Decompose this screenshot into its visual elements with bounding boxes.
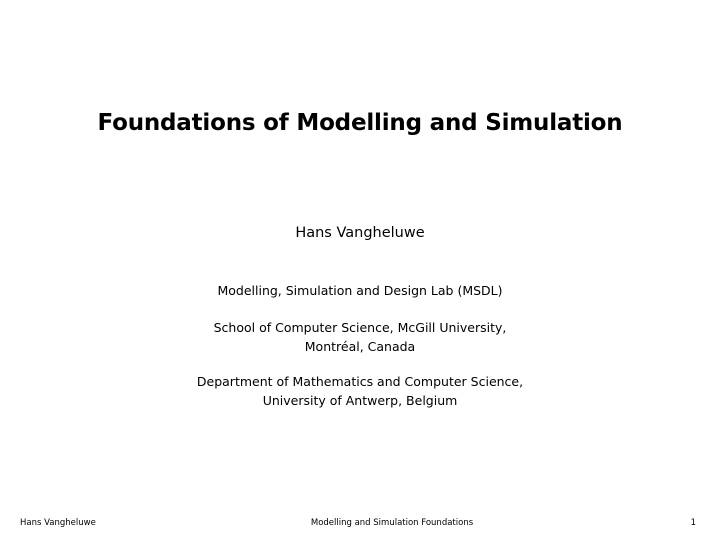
footer-page-number: 1 xyxy=(690,518,696,528)
affiliation-mcgill-line1: School of Computer Science, McGill University, xyxy=(213,320,507,335)
affiliation-antwerp xyxy=(0,372,720,410)
affiliation-mcgill-line2: Montréal, Canada xyxy=(304,339,416,354)
affiliation-antwerp-line1: Department of Mathematics and Computer Science, xyxy=(196,374,524,389)
author-name: Hans Vangheluwe xyxy=(295,225,425,241)
footer-author: Hans Vangheluwe xyxy=(20,518,96,528)
affiliation-lab-line: Modelling, Simulation and Design Lab (MSDL) xyxy=(217,283,503,298)
slide-title: Foundations of Modelling and Simulation xyxy=(97,110,623,136)
affiliation-antwerp-line2: University of Antwerp, Belgium xyxy=(262,393,458,408)
affiliation-lab xyxy=(0,281,720,300)
footer-short-title: Modelling and Simulation Foundations xyxy=(310,518,474,528)
affiliation-mcgill xyxy=(0,318,720,356)
slide-footer xyxy=(0,518,720,534)
